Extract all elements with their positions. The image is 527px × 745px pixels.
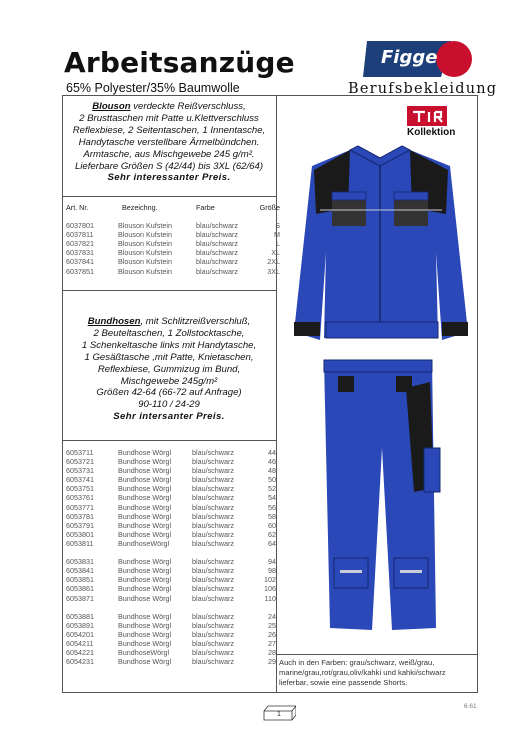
table-row (66, 521, 276, 530)
blouson-desc-line: 2 Brusttaschen mit Patte u.Klettverschluss (79, 112, 259, 124)
farbe: blau/schwarz (196, 248, 238, 258)
farbe: blau/schwarz (196, 266, 238, 276)
page-number: 1 (277, 711, 281, 718)
art-nr: 6053791 (66, 520, 94, 530)
art-nr: 6037801 (66, 221, 94, 231)
farbe: blau/schwarz (192, 638, 234, 648)
col-header-art-nr: Art. Nr. (66, 203, 89, 212)
blouson-desc-line: Handytasche verstellbare Ärmelbündchen. (78, 136, 260, 148)
farbe: blau/schwarz (192, 448, 234, 457)
bundhose-desc-line: 1 Schenkeltasche links mit Handytasche, (81, 339, 257, 351)
bezeichnung: Bundhose Wörgl (118, 520, 172, 530)
table-row (66, 630, 276, 639)
blouson-description (64, 101, 274, 184)
table-row (66, 648, 276, 657)
table-row (66, 594, 276, 603)
art-nr: 6053801 (66, 529, 94, 539)
blouson-desc-line: Reflexbiese, 2 Seitentaschen, 1 Innentasche, (72, 124, 266, 136)
column-divider (276, 95, 277, 693)
groesse: 98 (268, 566, 276, 576)
art-nr: 6037851 (66, 266, 94, 276)
table-row (66, 230, 280, 239)
col-header-groesse: Größe (259, 203, 280, 212)
table-row (66, 621, 276, 630)
farbe: blau/schwarz (192, 484, 234, 494)
art-nr: 6053831 (66, 557, 94, 567)
groesse: 44 (268, 448, 276, 457)
collection-label: Kollektion (407, 127, 456, 138)
groesse: 25 (268, 620, 276, 630)
groesse: 48 (268, 466, 276, 476)
bezeichnung: Blouson Kufstein (118, 221, 172, 231)
bezeichnung: Bundhose Wörgl (118, 457, 172, 467)
table-row (66, 566, 276, 575)
bezeichnung: BundhoseWörgl (118, 538, 170, 548)
farbe: blau/schwarz (192, 529, 234, 539)
farbe: blau/schwarz (192, 575, 234, 585)
bezeichnung: Bundhose Wörgl (118, 584, 172, 594)
groesse: 60 (268, 520, 276, 530)
farbe: blau/schwarz (192, 511, 234, 521)
groesse: 50 (268, 475, 276, 485)
note-line: Auch in den Farben: grau/schwarz, weiß/grau, (279, 658, 435, 667)
art-nr: 6054211 (66, 638, 94, 648)
divider-note (276, 654, 478, 655)
groesse: M (274, 230, 280, 240)
farbe: blau/schwarz (192, 611, 234, 621)
farbe: blau/schwarz (192, 557, 234, 567)
table-row (66, 466, 276, 475)
bundhose-desc-line: 1 Gesäßtasche ,mit Patte, Knietaschen, (84, 351, 254, 363)
bezeichnung: Bundhose Wörgl (118, 448, 172, 457)
table-row (66, 530, 276, 539)
table-row (66, 612, 276, 621)
divider-blouson-desc (62, 196, 276, 197)
col-header-farbe: Farbe (196, 203, 215, 212)
bundhose-desc-line: 2 Beuteltaschen, 1 Zollstocktasche, (93, 327, 245, 339)
groesse: 58 (268, 511, 276, 521)
blouson-image (290, 144, 472, 350)
bezeichnung: Bundhose Wörgl (118, 566, 172, 576)
farbe: blau/schwarz (192, 520, 234, 530)
table-row (66, 512, 276, 521)
groesse: L (276, 239, 280, 249)
art-nr: 6037821 (66, 239, 94, 249)
groesse: 46 (268, 457, 276, 467)
catalog-page-ref: 6.61 (464, 703, 477, 710)
farbe: blau/schwarz (192, 648, 234, 658)
brand-tagline: Berufsbekleidung (348, 81, 498, 97)
bezeichnung: Bundhose Wörgl (118, 502, 172, 512)
bundhose-desc-line: Mischgewebe 245g/m² (120, 375, 218, 387)
farbe: blau/schwarz (192, 466, 234, 476)
groesse: 102 (264, 575, 276, 585)
table-row (66, 484, 276, 493)
farbe: blau/schwarz (192, 629, 234, 639)
art-nr: 6037811 (66, 230, 94, 240)
bezeichnung: Bundhose Wörgl (118, 657, 172, 667)
art-nr: 6037841 (66, 257, 94, 267)
art-nr: 6053851 (66, 575, 94, 585)
bezeichnung: Bundhose Wörgl (118, 493, 172, 503)
table-row (66, 221, 280, 230)
note-line: marine/grau,rot/grau,oliv/kahki und kahki/schwarz (279, 668, 446, 677)
bezeichnung: Blouson Kufstein (118, 230, 172, 240)
groesse: S (275, 221, 280, 231)
bundhose-desc-line: Reflexbiese, Gummizug im Bund, (97, 363, 241, 375)
farbe: blau/schwarz (196, 239, 238, 249)
bezeichnung: Bundhose Wörgl (118, 557, 172, 567)
art-nr: 6053881 (66, 611, 94, 621)
page-title: Arbeitsanzüge (64, 46, 295, 79)
divider-bundhose-desc (62, 440, 276, 441)
bezeichnung: Bundhose Wörgl (118, 484, 172, 494)
table-row (66, 639, 276, 648)
farbe: blau/schwarz (196, 257, 238, 267)
art-nr: 6053781 (66, 511, 94, 521)
groesse: 94 (268, 557, 276, 567)
bezeichnung: Bundhose Wörgl (118, 638, 172, 648)
table-row (66, 475, 276, 484)
art-nr: 6053721 (66, 457, 94, 467)
groesse: 29 (268, 657, 276, 667)
note-line: lieferbar, sowie eine passende Shorts. (279, 678, 408, 687)
table-row (66, 557, 276, 566)
groesse: 110 (264, 593, 276, 603)
bundhose-lead: Bundhosen (87, 316, 141, 327)
art-nr: 6053761 (66, 493, 94, 503)
groesse: 106 (264, 584, 276, 594)
bundhose-desc-line: , mit Schlitzreißverschluß, (140, 316, 251, 327)
art-nr: 6054231 (66, 657, 94, 667)
col-header-bezeichnung: Bezeichng. (122, 203, 158, 212)
farbe: blau/schwarz (192, 566, 234, 576)
bezeichnung: Bundhose Wörgl (118, 529, 172, 539)
blouson-price-note: Sehr interessanter Preis. (107, 172, 231, 184)
bezeichnung: Bundhose Wörgl (118, 475, 172, 485)
art-nr: 6053741 (66, 475, 94, 485)
material-subtitle: 65% Polyester/35% Baumwolle (66, 81, 240, 95)
table-row (66, 539, 276, 548)
groesse: 52 (268, 484, 276, 494)
art-nr: 6053841 (66, 566, 94, 576)
groesse: 54 (268, 493, 276, 503)
art-nr: 6053861 (66, 584, 94, 594)
art-nr: 6053711 (66, 448, 94, 457)
blouson-desc-line: Lieferbare Größen S (42/44) bis 3XL (62/64) (74, 160, 264, 172)
art-nr: 6053771 (66, 502, 94, 512)
groesse: 2XL (267, 257, 280, 267)
groesse: 26 (268, 629, 276, 639)
bezeichnung: Blouson Kufstein (118, 257, 172, 267)
blouson-desc-line: verdeckte Reißverschluss, (130, 101, 246, 112)
bezeichnung: Blouson Kufstein (118, 239, 172, 249)
table-row (66, 448, 276, 457)
divider-blouson-table (62, 290, 276, 291)
groesse: 27 (268, 638, 276, 648)
group-spacer (66, 603, 276, 612)
bundhose-desc-line: 90-110 / 24-29 (138, 399, 200, 411)
bundhose-image (320, 358, 444, 648)
farbe: blau/schwarz (196, 221, 238, 231)
farbe: blau/schwarz (192, 538, 234, 548)
table-header-row (66, 203, 280, 212)
blouson-desc-line: Armtasche, aus Mischgewebe 245 g/m². (83, 148, 255, 160)
bundhose-desc-line: Größen 42-64 (66-72 auf Anfrage) (96, 387, 242, 399)
groesse: 62 (268, 529, 276, 539)
art-nr: 6053871 (66, 593, 94, 603)
groesse: XL (271, 248, 280, 258)
bundhose-description (64, 316, 274, 423)
group-spacer (66, 548, 276, 557)
farbe: blau/schwarz (192, 457, 234, 467)
groesse: 28 (268, 648, 276, 658)
table-row (66, 248, 280, 257)
bezeichnung: Blouson Kufstein (118, 248, 172, 258)
bezeichnung: Bundhose Wörgl (118, 620, 172, 630)
art-nr: 6037831 (66, 248, 94, 258)
farbe: blau/schwarz (192, 584, 234, 594)
farbe: blau/schwarz (192, 493, 234, 503)
table-row (66, 239, 280, 248)
table-row (66, 257, 280, 266)
bezeichnung: Bundhose Wörgl (118, 629, 172, 639)
table-row (66, 493, 276, 502)
farbe: blau/schwarz (192, 502, 234, 512)
table-row (66, 575, 276, 584)
farbe: blau/schwarz (196, 230, 238, 240)
table-row (66, 657, 276, 666)
bezeichnung: Bundhose Wörgl (118, 593, 172, 603)
blouson-table (66, 203, 280, 276)
bundhose-table (66, 448, 276, 666)
bezeichnung: BundhoseWörgl (118, 648, 170, 658)
color-availability-note (279, 658, 477, 688)
groesse: 56 (268, 502, 276, 512)
art-nr: 6054201 (66, 629, 94, 639)
art-nr: 6053731 (66, 466, 94, 476)
art-nr: 6054221 (66, 648, 94, 658)
table-row (66, 267, 280, 276)
groesse: 64 (268, 538, 276, 548)
bundhose-price-note: Sehr intersanter Preis. (113, 411, 225, 423)
farbe: blau/schwarz (192, 475, 234, 485)
farbe: blau/schwarz (192, 593, 234, 603)
bezeichnung: Bundhose Wörgl (118, 511, 172, 521)
farbe: blau/schwarz (192, 620, 234, 630)
groesse: 24 (268, 611, 276, 621)
bezeichnung: Bundhose Wörgl (118, 466, 172, 476)
groesse: 3XL (267, 266, 280, 276)
table-row (66, 584, 276, 593)
blouson-lead: Blouson (92, 101, 131, 112)
bezeichnung: Bundhose Wörgl (118, 611, 172, 621)
brand-name: Figge (381, 47, 438, 68)
bezeichnung: Blouson Kufstein (118, 266, 172, 276)
table-row (66, 457, 276, 466)
art-nr: 6053811 (66, 538, 94, 548)
table-row (66, 503, 276, 512)
bezeichnung: Bundhose Wörgl (118, 575, 172, 585)
art-nr: 6053891 (66, 620, 94, 630)
art-nr: 6053751 (66, 484, 94, 494)
farbe: blau/schwarz (192, 657, 234, 667)
